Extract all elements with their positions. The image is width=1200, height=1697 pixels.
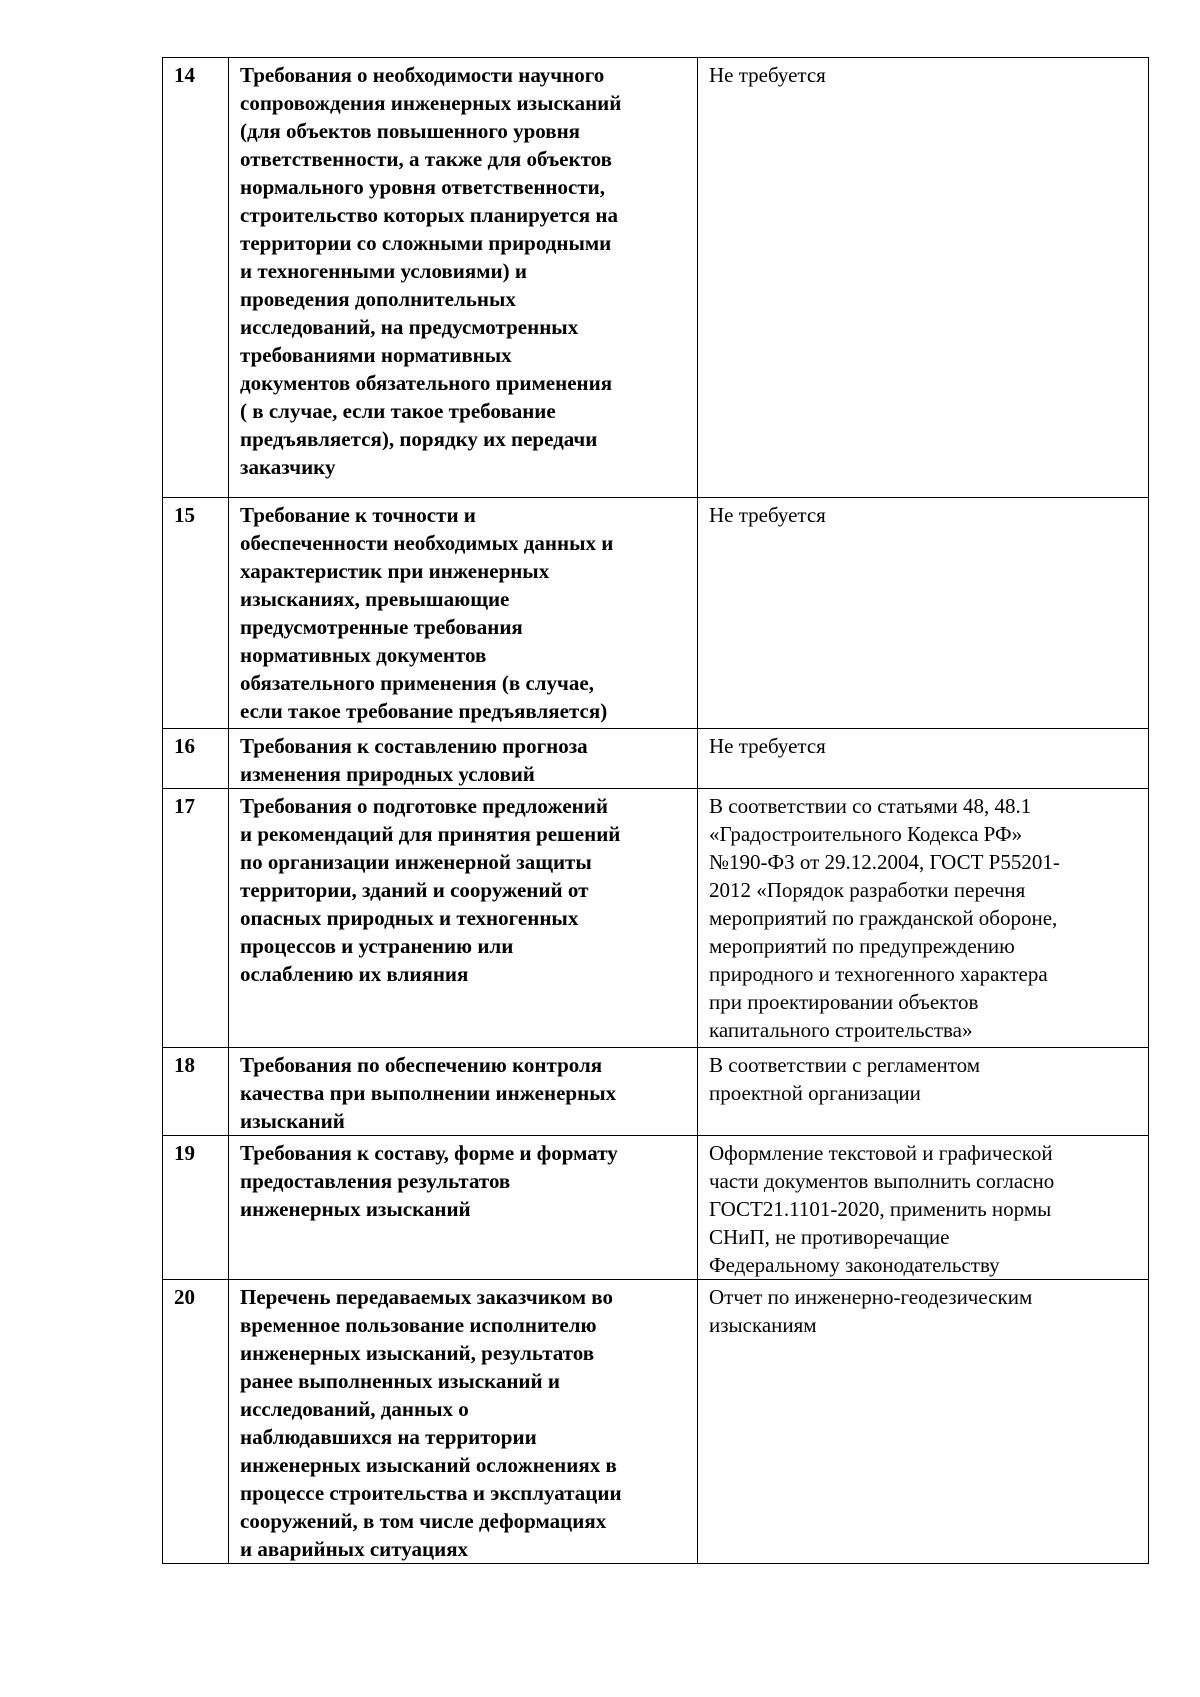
row-number: 18 (163, 1048, 229, 1136)
value-line: мероприятий по предупреждению (709, 934, 1015, 958)
requirement-cell (229, 1136, 698, 1280)
value-line: мероприятий по гражданской обороне, (709, 906, 1058, 930)
requirement-line: требованиями нормативных (240, 343, 512, 367)
row-number: 19 (163, 1136, 229, 1280)
requirement-line: наблюдавшихся на территории (240, 1425, 537, 1449)
requirement-line: изысканиях, превышающие (240, 587, 510, 611)
value-line: Федеральному законодательству (709, 1253, 1000, 1277)
table-row (163, 498, 1149, 729)
value-cell (698, 498, 1149, 729)
requirement-line: изысканий (240, 1109, 345, 1133)
value-cell (698, 729, 1149, 789)
value-line: Отчет по инженерно-геодезическим (709, 1285, 1033, 1309)
requirement-line: нормального уровня ответственности, (240, 175, 606, 199)
table-row (163, 1280, 1149, 1564)
value-line: В соответствии с регламентом (709, 1053, 981, 1077)
requirement-line: нормативных документов (240, 643, 487, 667)
requirement-line: изменения природных условий (240, 762, 535, 786)
value-line: при проектировании объектов (709, 990, 979, 1014)
value-line: В соответствии со статьями 48, 48.1 (709, 794, 1032, 818)
requirement-line: Требования к составлению прогноза (240, 734, 588, 758)
requirement-line: Требования по обеспечению контроля (240, 1053, 603, 1077)
requirement-line: обязательного применения (в случае, (240, 671, 594, 695)
requirement-line: по организации инженерной защиты (240, 850, 592, 874)
requirement-line: и аварийных ситуациях (240, 1537, 469, 1561)
requirement-line: территории, зданий и сооружений от (240, 878, 589, 902)
value-line: капитального строительства» (709, 1018, 973, 1042)
requirement-line: предъявляется), порядку их передачи (240, 427, 598, 451)
value-line: природного и техногенного характера (709, 962, 1048, 986)
value-line: проектной организации (709, 1081, 921, 1105)
value-line: части документов выполнить согласно (709, 1169, 1055, 1193)
value-line: 2012 «Порядок разработки перечня (709, 878, 1026, 902)
requirement-line: ослаблению их влияния (240, 962, 469, 986)
table-body (163, 58, 1149, 1564)
requirement-line: Требования о необходимости научного (240, 63, 605, 87)
requirement-line: и техногенными условиями) и (240, 259, 527, 283)
requirement-line: строительство которых планируется на (240, 203, 618, 227)
value-line: Не требуется (709, 63, 826, 87)
row-number: 14 (163, 58, 229, 498)
requirement-cell (229, 498, 698, 729)
requirement-line: проведения дополнительных (240, 287, 516, 311)
requirement-line: Требования о подготовке предложений (240, 794, 608, 818)
requirement-line: исследований, на предусмотренных (240, 315, 579, 339)
requirement-line: характеристик при инженерных (240, 559, 550, 583)
requirement-line: Требования к составу, форме и формату (240, 1141, 618, 1165)
requirement-cell (229, 729, 698, 789)
requirement-cell (229, 789, 698, 1048)
requirement-line: процессов и устранению или (240, 934, 514, 958)
requirement-line: сооружений, в том числе деформациях (240, 1509, 607, 1533)
value-cell (698, 789, 1149, 1048)
value-line: Не требуется (709, 734, 826, 758)
requirement-line: заказчику (240, 455, 336, 479)
table-row (163, 1136, 1149, 1280)
requirement-line: инженерных изысканий, результатов (240, 1341, 595, 1365)
table-row (163, 1048, 1149, 1136)
requirement-line: ( в случае, если такое требование (240, 399, 556, 423)
value-line: изысканиям (709, 1313, 817, 1337)
requirement-line: временное пользование исполнителю (240, 1313, 597, 1337)
row-number: 16 (163, 729, 229, 789)
requirement-line: сопровождения инженерных изысканий (240, 91, 622, 115)
row-number: 17 (163, 789, 229, 1048)
table-row (163, 729, 1149, 789)
requirement-line: предоставления результатов (240, 1169, 511, 1193)
table-row (163, 58, 1149, 498)
requirements-table (162, 57, 1149, 1564)
requirement-line: если такое требование предъявляется) (240, 699, 608, 723)
requirement-line: опасных природных и техногенных (240, 906, 579, 930)
requirement-line: процессе строительства и эксплуатации (240, 1481, 622, 1505)
requirement-line: (для объектов повышенного уровня (240, 119, 581, 143)
value-line: №190-ФЗ от 29.12.2004, ГОСТ Р55201- (709, 850, 1060, 874)
value-cell (698, 58, 1149, 498)
value-line: СНиП, не противоречащие (709, 1225, 950, 1249)
requirement-cell (229, 58, 698, 498)
value-line: «Градостроительного Кодекса РФ» (709, 822, 1023, 846)
requirement-line: инженерных изысканий (240, 1197, 471, 1221)
requirement-line: Перечень передаваемых заказчиком во (240, 1285, 613, 1309)
requirement-line: ранее выполненных изысканий и (240, 1369, 560, 1393)
requirement-line: и рекомендаций для принятия решений (240, 822, 621, 846)
requirement-line: качества при выполнении инженерных (240, 1081, 617, 1105)
requirement-line: документов обязательного применения (240, 371, 613, 395)
value-cell (698, 1280, 1149, 1564)
requirement-cell (229, 1048, 698, 1136)
value-cell (698, 1048, 1149, 1136)
value-cell (698, 1136, 1149, 1280)
requirement-line: ответственности, а также для объектов (240, 147, 612, 171)
value-line: Не требуется (709, 503, 826, 527)
requirement-line: обеспеченности необходимых данных и (240, 531, 614, 555)
row-number: 20 (163, 1280, 229, 1564)
value-line: Оформление текстовой и графической (709, 1141, 1053, 1165)
requirement-line: предусмотренные требования (240, 615, 523, 639)
requirement-line: инженерных изысканий осложнениях в (240, 1453, 617, 1477)
requirement-line: исследований, данных о (240, 1397, 469, 1421)
row-number: 15 (163, 498, 229, 729)
requirement-cell (229, 1280, 698, 1564)
table-row (163, 789, 1149, 1048)
value-line: ГОСТ21.1101-2020, применить нормы (709, 1197, 1052, 1221)
requirement-line: Требование к точности и (240, 503, 476, 527)
requirement-line: территории со сложными природными (240, 231, 612, 255)
